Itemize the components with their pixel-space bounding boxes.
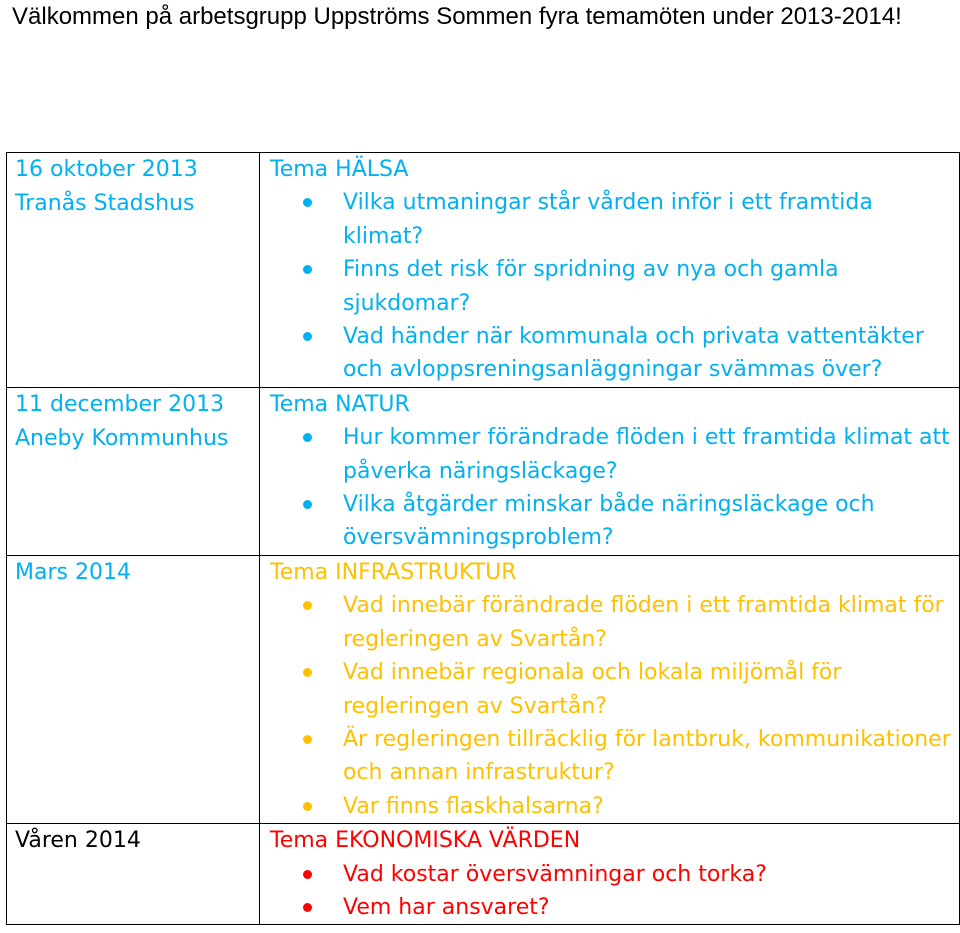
theme-prefix: Tema [270,828,329,854]
bullet-icon [303,500,312,509]
bullet-icon [303,668,312,677]
question-list [270,421,959,555]
meeting-row-health [7,153,960,388]
meeting-date-cell [7,555,260,823]
bullet-icon [303,332,312,341]
meeting-schedule-table [6,152,960,925]
theme-prefix: Tema [270,157,329,182]
bullet-icon [303,735,312,744]
question-list [270,186,959,386]
question-text: Vad innebär regionala och lokala miljömål för regleringen av Svartån? [343,660,842,719]
theme-name: NATUR [335,391,410,417]
meeting-date-cell [7,387,260,555]
theme-title [270,153,959,186]
list-item [270,891,959,924]
question-list [270,589,959,823]
question-text: Vad innebär förändrade flöden i ett framtida klimat för regleringen av Svartån? [343,593,944,652]
theme-prefix: Tema [270,559,329,585]
meeting-place: Aneby Kommunhus [15,425,229,451]
question-text: Vilka utmaningar står vården inför i ett framtida klimat? [343,190,873,249]
theme-title [270,556,959,589]
bullet-icon [303,601,312,610]
list-item [270,253,959,320]
theme-cell [260,824,960,925]
bullet-icon [303,802,312,811]
meeting-date: 11 december 2013 [15,391,225,417]
theme-name: HÄLSA [335,157,409,182]
question-text: Är regleringen tillräcklig för lantbruk, kommunikationer och annan infrastruktur? [343,726,951,786]
bullet-icon [303,198,312,207]
theme-name: INFRASTRUKTUR [335,559,517,585]
question-text: Hur kommer förändrade flöden i ett framtida klimat att påverka näringsläckage? [343,425,950,484]
question-text: Vem har ansvaret? [343,894,550,920]
list-item [270,790,959,823]
question-text: Vilka åtgärder minskar både näringsläckage och översvämningsproblem? [343,492,875,551]
meeting-row-infrastructure [7,555,960,823]
list-item [270,723,959,790]
bullet-icon [303,265,312,274]
theme-prefix: Tema [270,391,329,417]
list-item [270,656,959,723]
theme-title [270,388,959,421]
meeting-place: Tranås Stadshus [15,191,195,216]
bullet-icon [303,903,312,912]
meeting-date-cell [7,824,260,925]
question-text: Finns det risk för spridning av nya och gamla sjukdomar? [343,257,839,316]
meeting-date: Mars 2014 [15,559,131,585]
meeting-date: 16 oktober 2013 [15,157,198,182]
bullet-icon [303,870,312,879]
page-heading: Välkommen på arbetsgrupp Uppströms Sommen fyra temamöten under 2013-2014! [12,3,902,30]
list-item [270,186,959,253]
theme-cell [260,153,960,388]
theme-cell [260,387,960,555]
question-text: Vad kostar översvämningar och torka? [343,861,767,887]
bullet-icon [303,433,312,442]
meeting-row-economy [7,824,960,925]
list-item [270,858,959,891]
theme-title [270,824,959,857]
meeting-row-nature [7,387,960,555]
list-item [270,488,959,555]
list-item [270,320,959,387]
meeting-date-cell [7,153,260,388]
theme-name: EKONOMISKA VÄRDEN [335,828,581,854]
question-text: Vad händer när kommunala och privata vattentäkter och avloppsreningsanläggningar svämmas över? [343,324,924,383]
list-item [270,421,959,488]
theme-cell [260,555,960,823]
question-text: Var finns flaskhalsarna? [343,793,604,819]
question-list [270,858,959,925]
list-item [270,589,959,656]
meeting-date: Våren 2014 [15,828,141,854]
